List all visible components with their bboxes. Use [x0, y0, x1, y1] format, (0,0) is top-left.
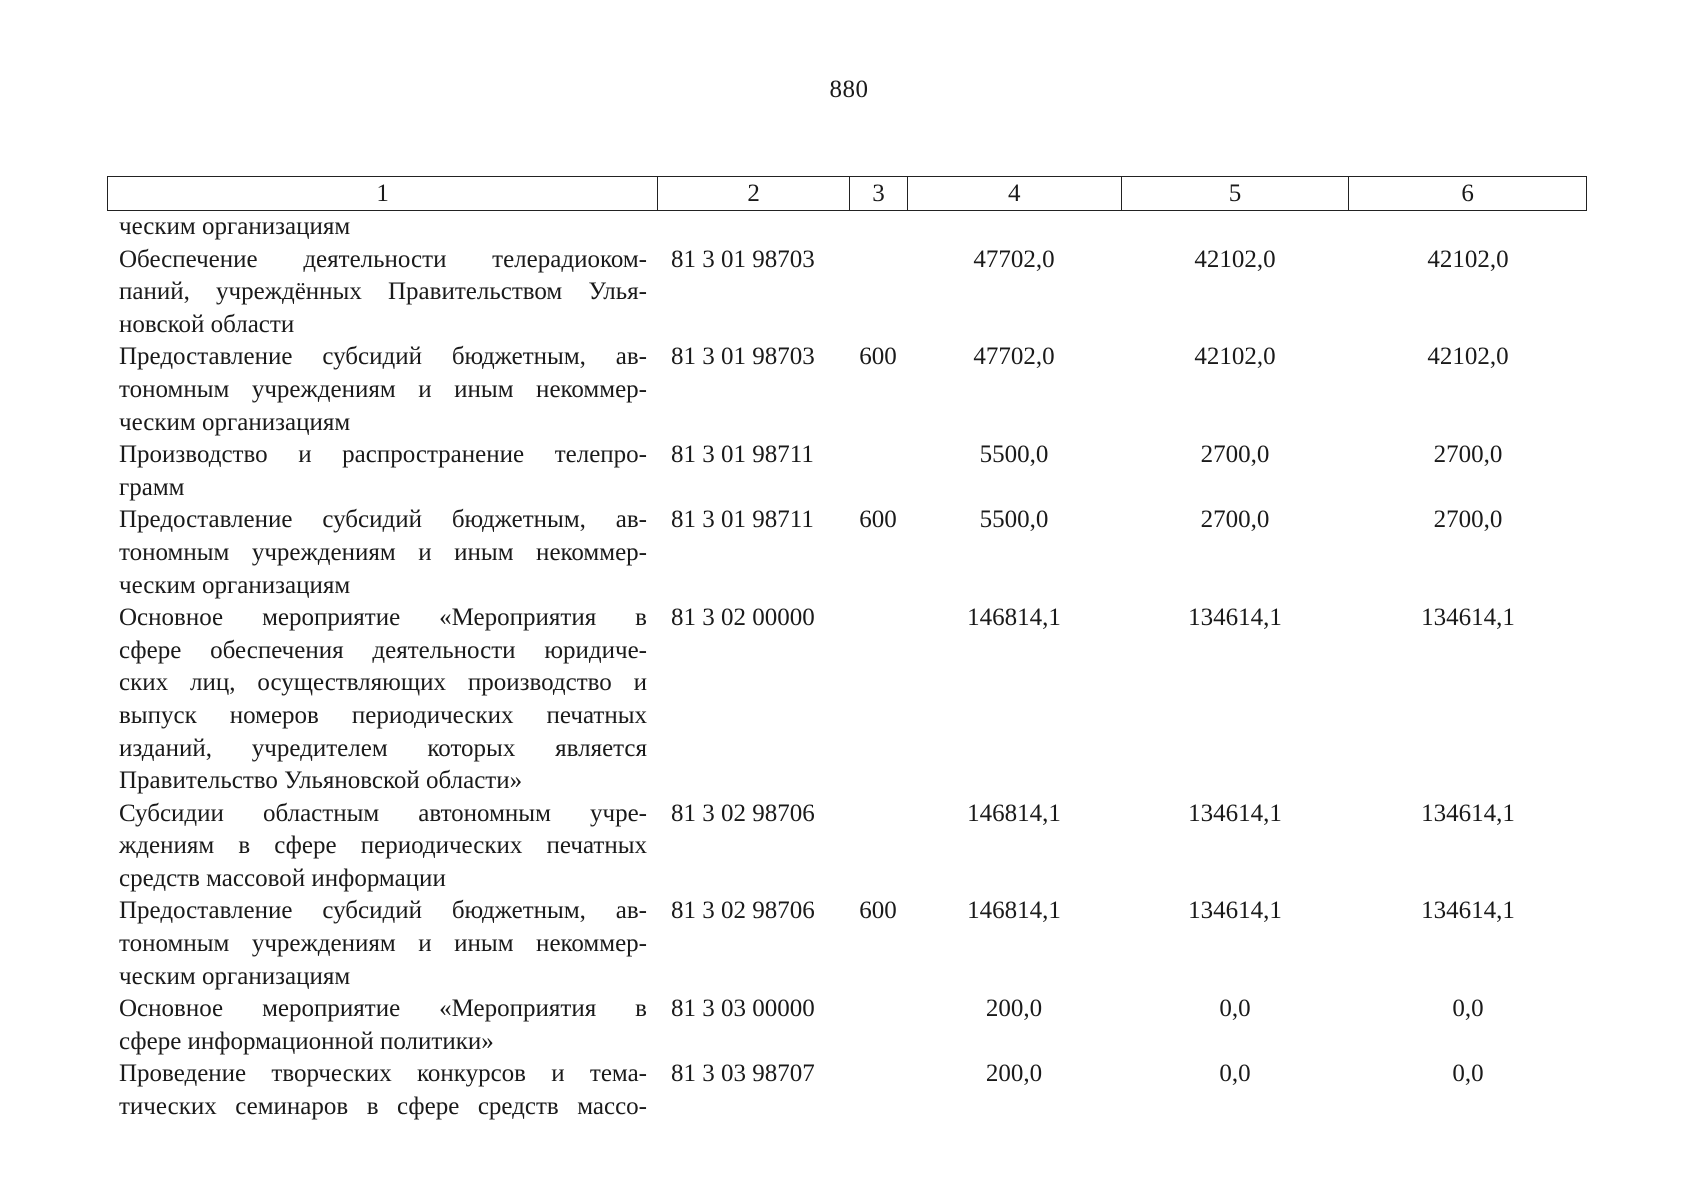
row-amount-col5: 42102,0 [1194, 245, 1276, 273]
description-line: Предоставление субсидий бюджетным, ав- [119, 343, 647, 371]
row-code: 81 3 03 00000 [671, 995, 815, 1023]
description-line: сфере обеспечения деятельности юридиче- [119, 636, 647, 664]
row-code: 81 3 02 00000 [671, 604, 815, 632]
row-expense-type [849, 798, 907, 896]
row-amount-col4: 5500,0 [979, 506, 1049, 534]
description-line: Предоставление субсидий бюджетным, ав- [119, 897, 647, 925]
table-row [107, 993, 1587, 1058]
row-amount-col6 [1349, 211, 1587, 244]
row-amount-col6: 2700,0 [1433, 441, 1503, 469]
row-description [107, 439, 657, 504]
row-amount-col5: 134614,1 [1188, 799, 1282, 827]
description-line: Обеспечение деятельности телерадиоком- [119, 245, 647, 273]
row-code: 81 3 03 98707 [671, 1060, 815, 1088]
description-line: ческим организациям [119, 213, 351, 240]
row-code: 81 3 02 98706 [671, 799, 815, 827]
row-amount-col6: 2700,0 [1433, 506, 1503, 534]
row-expense-type: 600 [859, 506, 897, 534]
row-amount-col4: 146814,1 [967, 799, 1061, 827]
description-line: выпуск номеров периодических печатных [119, 701, 647, 729]
row-expense-type [849, 439, 907, 504]
row-expense-type [849, 602, 907, 798]
row-expense-type: 600 [859, 897, 897, 925]
row-description [107, 341, 657, 439]
description-line: тономным учреждениям и иным некоммер- [119, 930, 647, 958]
description-line: тономным учреждениям и иным некоммер- [119, 375, 647, 403]
row-amount-col6: 134614,1 [1421, 604, 1515, 632]
description-line: Производство и распространение телепро- [119, 441, 647, 469]
table-header [107, 176, 1587, 211]
table-row [107, 798, 1587, 896]
row-description [107, 895, 657, 993]
row-amount-col4: 47702,0 [973, 245, 1055, 273]
table-row [107, 504, 1587, 602]
row-description [107, 244, 657, 342]
description-line: Основное мероприятие «Мероприятия в [119, 604, 647, 632]
table-body [107, 211, 1587, 1124]
description-line: Правительство Ульяновской области» [119, 767, 523, 795]
row-amount-col5 [1121, 211, 1349, 244]
table-row [107, 602, 1587, 798]
row-description [107, 798, 657, 896]
header-cell-6: 6 [1348, 177, 1586, 210]
row-amount-col4: 47702,0 [973, 343, 1055, 371]
header-cell-4: 4 [907, 177, 1121, 210]
table-row [107, 211, 1587, 244]
row-amount-col5: 134614,1 [1188, 897, 1282, 925]
row-description [107, 602, 657, 798]
table-row [107, 895, 1587, 993]
row-amount-col4: 146814,1 [967, 604, 1061, 632]
row-code: 81 3 01 98711 [671, 506, 814, 534]
row-amount-col5: 0,0 [1219, 995, 1251, 1023]
row-amount-col6: 0,0 [1452, 1060, 1484, 1088]
row-amount-col5: 2700,0 [1200, 506, 1270, 534]
row-amount-col5: 134614,1 [1188, 604, 1282, 632]
description-line: Основное мероприятие «Мероприятия в [119, 995, 647, 1023]
description-line: ческим организациям [119, 962, 351, 990]
header-cell-3: 3 [849, 177, 907, 210]
description-line: ческим организациям [119, 408, 351, 436]
row-expense-type: 600 [859, 343, 897, 371]
description-line: тических семинаров в сфере средств массо- [119, 1093, 647, 1121]
table-row [107, 439, 1587, 504]
row-description [107, 993, 657, 1058]
description-line: сфере информационной политики» [119, 1027, 494, 1055]
row-amount-col4 [907, 211, 1121, 244]
table-row [107, 244, 1587, 342]
row-code: 81 3 01 98703 [671, 343, 815, 371]
row-amount-col4: 146814,1 [967, 897, 1061, 925]
header-cell-2: 2 [657, 177, 849, 210]
page-number: 880 [829, 76, 869, 103]
row-amount-col6: 134614,1 [1421, 799, 1515, 827]
row-code: 81 3 01 98703 [671, 245, 815, 273]
row-amount-col6: 42102,0 [1427, 245, 1509, 273]
row-description [107, 211, 657, 244]
row-amount-col4: 200,0 [985, 995, 1043, 1023]
row-amount-col4: 5500,0 [979, 441, 1049, 469]
description-line: средств массовой информации [119, 864, 446, 892]
description-line: Субсидии областным автономным учре- [119, 799, 647, 827]
row-description [107, 1058, 657, 1123]
row-expense-type [849, 244, 907, 342]
description-line: паний, учреждённых Правительством Улья- [119, 278, 647, 306]
row-expense-type [849, 211, 907, 244]
header-cell-5: 5 [1121, 177, 1349, 210]
row-amount-col5: 42102,0 [1194, 343, 1276, 371]
description-line: ческим организациям [119, 571, 351, 599]
description-line: ских лиц, осуществляющих производство и [119, 669, 647, 697]
row-amount-col6: 42102,0 [1427, 343, 1509, 371]
table-row [107, 341, 1587, 439]
description-line: изданий, учредителем которых является [119, 734, 647, 762]
description-line: Предоставление субсидий бюджетным, ав- [119, 506, 647, 534]
row-code: 81 3 01 98711 [671, 441, 814, 469]
row-expense-type [849, 993, 907, 1058]
row-description [107, 504, 657, 602]
row-amount-col5: 2700,0 [1200, 441, 1270, 469]
description-line: тономным учреждениям и иным некоммер- [119, 538, 647, 566]
row-amount-col5: 0,0 [1219, 1060, 1251, 1088]
description-line: Проведение творческих конкурсов и тема- [119, 1060, 647, 1088]
row-expense-type [849, 1058, 907, 1123]
row-code: 81 3 02 98706 [671, 897, 815, 925]
row-amount-col4: 200,0 [985, 1060, 1043, 1088]
table-row [107, 1058, 1587, 1123]
row-amount-col6: 134614,1 [1421, 897, 1515, 925]
row-code [657, 211, 849, 244]
row-amount-col6: 0,0 [1452, 995, 1484, 1023]
description-line: новской области [119, 310, 295, 338]
description-line: ждениям в сфере периодических печатных [119, 832, 647, 860]
description-line: грамм [119, 473, 185, 501]
header-cell-1: 1 [376, 180, 389, 207]
